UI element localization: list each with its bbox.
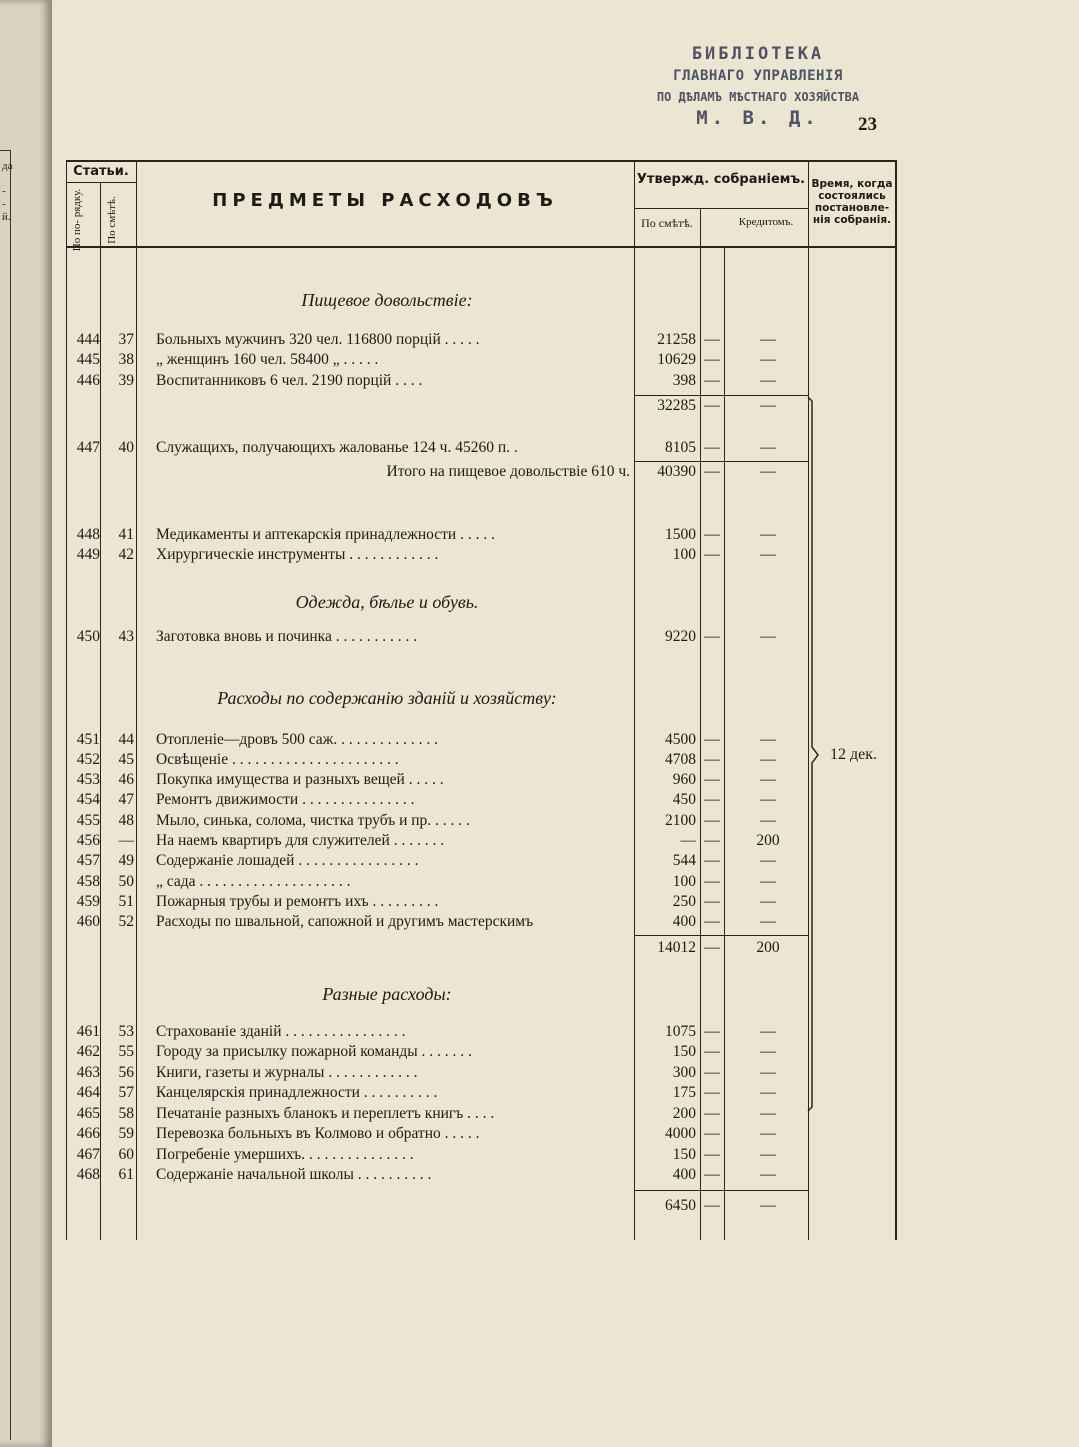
row-kredit: — [760,628,776,645]
row-smeta-number: 44 [118,731,134,748]
row-sum: 175 [672,1084,696,1101]
row-number: 457 [76,852,100,869]
previous-page-edge [0,0,52,1447]
row-description: Содержанiе начальной школы . . . . . . . . . . [156,1166,432,1183]
section-clothes-title: Одежда, бѣлье и обувь. [295,592,479,612]
row-number: 454 [76,791,100,808]
row-number: 460 [76,913,100,930]
row-sum: 9220 [665,628,696,645]
row-sum: 544 [672,852,696,869]
row-number: 450 [76,628,100,645]
row-smeta-number: 40 [118,439,134,456]
row-number: 467 [76,1146,100,1163]
row-sum: 1075 [665,1023,696,1040]
row-sum: 2100 [665,812,696,829]
subtotal-rule [634,1190,808,1191]
row-kredit: — [760,1105,776,1122]
row-sum: 21258 [657,331,696,348]
row-description: Погребенiе умершихъ. . . . . . . . . . . . . . . [156,1146,414,1163]
row-description: Хирургическiе инструменты . . . . . . . . . . . . [156,546,439,563]
column-rule [700,208,701,1240]
row-smeta-number: 53 [118,1023,134,1040]
row-number: 445 [76,351,100,368]
row-description: Медикаменты и аптекарскiя принадлежности . . . . . [156,526,495,543]
food-total-dash: — [704,463,720,480]
misc-total: 6450 [665,1197,696,1214]
row-kredit: — [760,526,776,543]
row-dash: — [704,791,720,808]
row-description: Канцелярскiя принадлежности . . . . . . . . . . [156,1084,438,1101]
row-dash: — [704,1125,720,1142]
row-number: 453 [76,771,100,788]
row-dash: — [704,812,720,829]
row-smeta-number: 48 [118,812,134,829]
row-smeta-number: 58 [118,1105,134,1122]
row-kredit: — [760,791,776,808]
header-po-poryadku: По по- рядку. [71,188,83,252]
row-description: Мыло, синька, солома, чистка трубъ и пр. . . . . . [156,812,470,829]
row-smeta-number: 49 [118,852,134,869]
row-kredit: — [760,812,776,829]
header-bottom-rule [66,246,896,248]
row-description: Городу за присылку пожарной команды . . . . . . . [156,1043,472,1060]
row-smeta-number: 57 [118,1084,134,1101]
row-smeta-number: 51 [118,893,134,910]
row-smeta-number: 46 [118,771,134,788]
row-dash: — [704,1023,720,1040]
row-dash: — [704,852,720,869]
row-kredit: — [760,351,776,368]
misc-total-kredit: — [760,1197,776,1214]
column-rule [100,182,101,1240]
section-misc-title: Разные расходы: [322,984,452,1004]
row-number: 468 [76,1166,100,1183]
row-description: Содержанiе лошадей . . . . . . . . . . . . . . . . [156,852,419,869]
row-dash: — [704,331,720,348]
row-smeta-number: 38 [118,351,134,368]
row-smeta-number: 43 [118,628,134,645]
row-sum: 100 [672,873,696,890]
row-smeta-number: 45 [118,751,134,768]
row-kredit: — [760,331,776,348]
row-sum: — [680,832,696,849]
row-number: 458 [76,873,100,890]
stamp-line-2: ГЛАВНАГО УПРАВЛЕНIЯ [673,68,843,84]
row-description: Расходы по швальной, сапожной и другимъ мастерскимъ [156,913,534,930]
row-sum: 150 [672,1043,696,1060]
stamp-line-3: ПО ДѢЛАМЪ МѢСТНАГО ХОЗЯЙСТВА [656,90,860,104]
row-sum: 400 [672,913,696,930]
row-description: Пожарныя трубы и ремонтъ ихъ . . . . . . . . . [156,893,439,910]
row-kredit: — [760,439,776,456]
row-description: На наемъ квартиръ для служителей . . . . . . . [156,832,445,849]
row-dash: — [704,1064,720,1081]
row-smeta-number: 56 [118,1064,134,1081]
row-sum: 100 [672,546,696,563]
row-dash: — [704,913,720,930]
row-sum: 1500 [665,526,696,543]
row-smeta-number: 41 [118,526,134,543]
row-description: Печатанiе разныхъ бланокъ и переплетъ книгъ . . . . [156,1105,495,1122]
header-vremya: Время, когда состоялись постановле- нiя собранiя. [811,178,893,226]
row-description: Служащихъ, получающихъ жалованье 124 ч. 45260 п. . [156,439,518,456]
row-description: Ремонтъ движимости . . . . . . . . . . . . . . . [156,791,415,808]
subtotal-rule [634,935,808,936]
row-number: 444 [76,331,100,348]
row-kredit: — [760,1125,776,1142]
row-smeta-number: 60 [118,1146,134,1163]
row-number: 446 [76,372,100,389]
buildings-total: 14012 [657,939,696,956]
row-sum: 8105 [665,439,696,456]
row-smeta-number: 55 [118,1043,134,1060]
header-po-smete-rotated: По смѣтѣ. [106,196,118,244]
utverzhd-rule [634,208,808,209]
row-sum: 300 [672,1064,696,1081]
row-sum: 398 [672,372,696,389]
row-dash: — [704,832,720,849]
row-dash: — [704,351,720,368]
row-sum: 4000 [665,1125,696,1142]
previous-page-fragment: - [2,198,6,210]
header-utverzhd: Утвержд. собранiемъ. [636,172,806,187]
section-food-title: Пищевое довольствiе: [301,290,473,310]
row-description: Освѣщенiе . . . . . . . . . . . . . . . . . . . . . . [156,751,399,768]
header-po-smete: По смѣтѣ. [641,216,693,230]
document-page [52,0,1079,1447]
header-kreditom: Кредитомъ. [738,216,794,228]
food-subtotal: 32285 [657,397,696,414]
row-kredit: — [760,771,776,788]
row-sum: 150 [672,1146,696,1163]
row-kredit: — [760,852,776,869]
row-number: 455 [76,812,100,829]
row-sum: 10629 [657,351,696,368]
row-number: 447 [76,439,100,456]
row-dash: — [704,731,720,748]
row-description: Заготовка вновь и починка . . . . . . . . . . . [156,628,418,645]
row-dash: — [704,372,720,389]
row-number: 464 [76,1084,100,1101]
row-dash: — [704,873,720,890]
row-description: Отопленiе—дровъ 500 саж. . . . . . . . . . . . . . [156,731,439,748]
row-description: Страхованiе зданiй . . . . . . . . . . . . . . . . [156,1023,406,1040]
row-kredit: — [760,1084,776,1101]
row-kredit: — [760,1064,776,1081]
row-dash: — [704,628,720,645]
previous-page-fragment: да [2,160,13,172]
row-description: Воспитанниковъ 6 чел. 2190 порцiй . . . . [156,372,423,389]
row-dash: — [704,526,720,543]
row-description: Книги, газеты и журналы . . . . . . . . . . . . [156,1064,418,1081]
food-total: 40390 [657,463,696,480]
row-kredit: — [760,751,776,768]
row-dash: — [704,893,720,910]
section-buildings-title: Расходы по содержанiю зданiй и хозяйству: [217,688,557,708]
row-dash: — [704,1043,720,1060]
row-number: 456 [76,832,100,849]
row-sum: 400 [672,1166,696,1183]
buildings-total-kredit: 200 [756,939,780,956]
row-number: 452 [76,751,100,768]
row-number: 462 [76,1043,100,1060]
row-kredit: — [760,731,776,748]
food-subtotal-dash: — [704,397,720,414]
previous-page-column-rule [10,150,11,1440]
row-number: 463 [76,1064,100,1081]
row-smeta-number: 42 [118,546,134,563]
row-dash: — [704,1105,720,1122]
row-dash: — [704,771,720,788]
library-stamp [634,46,882,128]
row-dash: — [704,751,720,768]
row-description: „ женщинъ 160 чел. 58400 „ . . . . . [156,351,379,368]
buildings-total-dash: — [704,939,720,956]
row-number: 459 [76,893,100,910]
date-brace [804,395,826,1115]
previous-page-rule [0,150,10,151]
row-smeta-number: 61 [118,1166,134,1183]
row-kredit: — [760,873,776,890]
page-number: 23 [858,114,877,135]
date-note: 12 дек. [830,746,878,763]
stamp-line-1: БИБЛIОТЕКА [691,44,825,64]
row-sum: 960 [672,771,696,788]
row-dash: — [704,1146,720,1163]
previous-page-fragment: й. [2,211,11,223]
row-sum: 4500 [665,731,696,748]
stamp-line-4: М. В. Д. [696,107,820,129]
misc-total-dash: — [704,1197,720,1214]
table-top-rule [66,160,896,162]
row-smeta-number: 39 [118,372,134,389]
row-smeta-number: 47 [118,791,134,808]
row-description: „ сада . . . . . . . . . . . . . . . . . . . . [156,873,351,890]
row-description: Перевозка больныхъ въ Колмово и обратно . . . . . [156,1125,480,1142]
row-kredit: — [760,1043,776,1060]
header-stati: Статьи. [73,164,129,179]
row-sum: 4708 [665,751,696,768]
header-title: ПРЕДМЕТЫ РАСХОДОВЪ [212,190,558,211]
row-number: 461 [76,1023,100,1040]
row-smeta-number: 52 [118,913,134,930]
column-rule [895,160,897,1240]
row-number: 448 [76,526,100,543]
row-smeta-number: 59 [118,1125,134,1142]
row-kredit: 200 [756,832,780,849]
row-smeta-number: — [118,832,134,849]
row-kredit: — [760,893,776,910]
row-number: 466 [76,1125,100,1142]
food-total-label: Итого на пищевое довольствiе 610 ч. [386,463,630,480]
row-description: Покупка имущества и разныхъ вещей . . . . . [156,771,444,788]
row-kredit: — [760,372,776,389]
row-smeta-number: 37 [118,331,134,348]
row-sum: 200 [672,1105,696,1122]
row-dash: — [704,1084,720,1101]
row-number: 451 [76,731,100,748]
row-kredit: — [760,1166,776,1183]
row-kredit: — [760,546,776,563]
row-smeta-number: 50 [118,873,134,890]
row-kredit: — [760,913,776,930]
row-dash: — [704,1166,720,1183]
row-sum: 450 [672,791,696,808]
row-description: Больныхъ мужчинъ 320 чел. 116800 порцiй . . . . . [156,331,480,348]
row-sum: 250 [672,893,696,910]
row-dash: — [704,546,720,563]
row-kredit: — [760,1023,776,1040]
row-dash: — [704,439,720,456]
row-kredit: — [760,1146,776,1163]
row-number: 465 [76,1105,100,1122]
food-subtotal-kredit: — [760,397,776,414]
row-number: 449 [76,546,100,563]
food-total-kredit: — [760,463,776,480]
previous-page-fragment: - [2,185,6,197]
